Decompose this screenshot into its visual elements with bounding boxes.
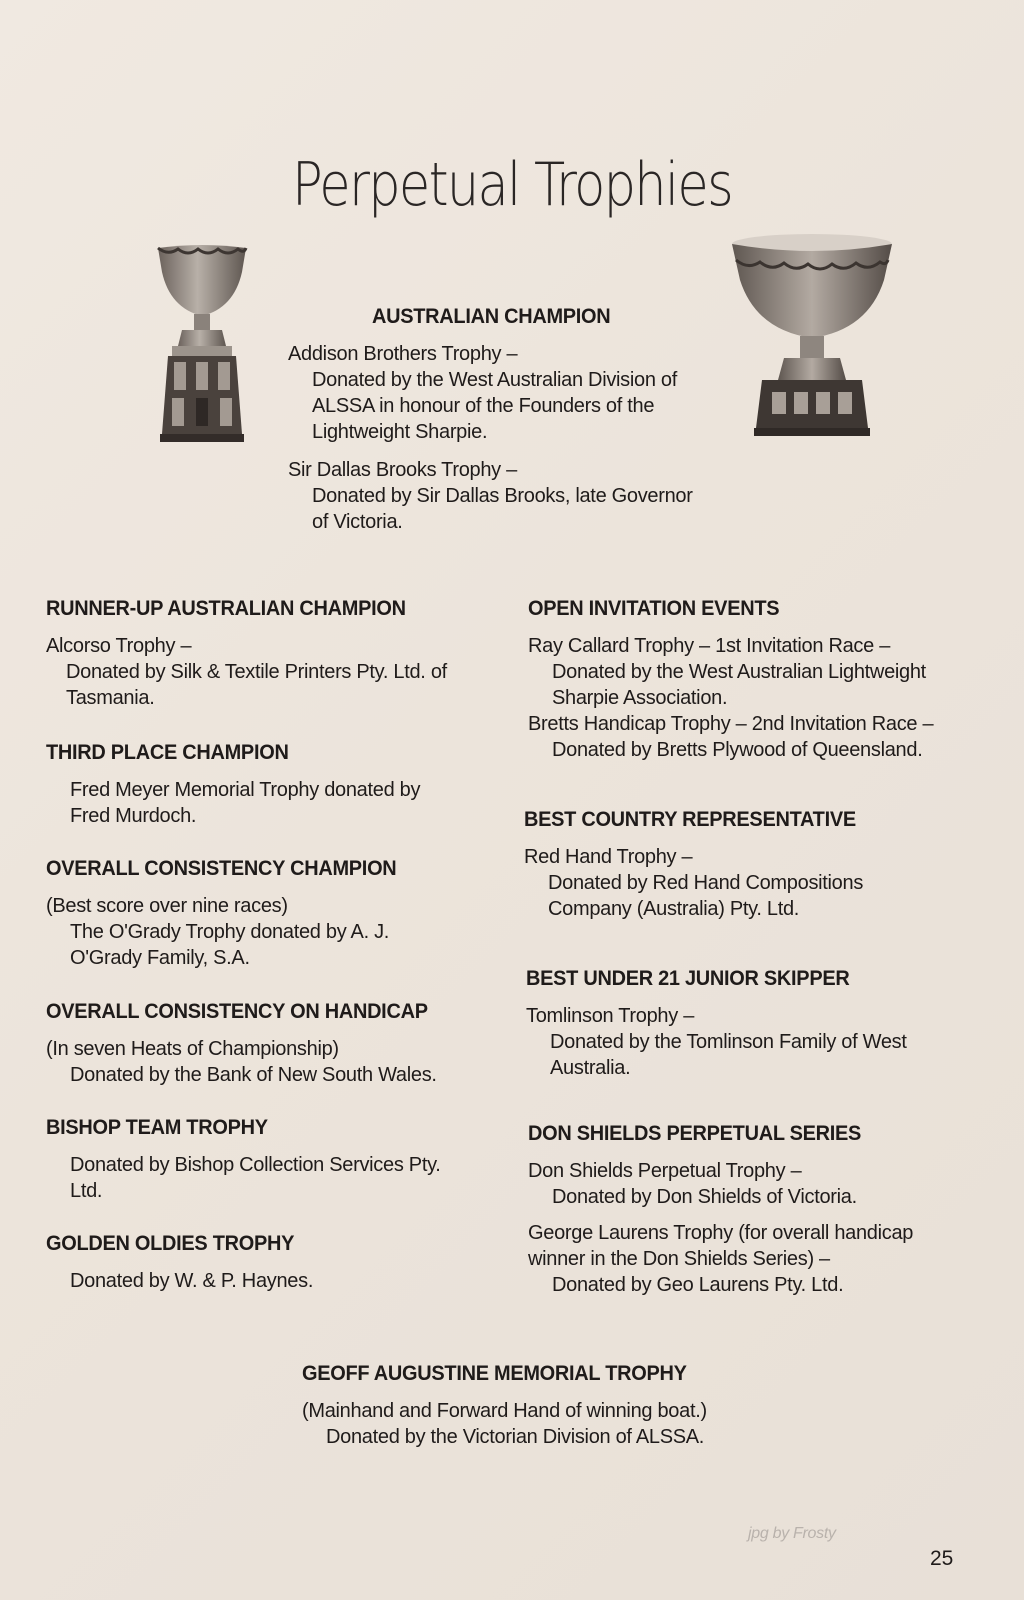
donor-line: Donated by Bretts Plywood of Queensland. (552, 739, 923, 761)
section-heading: BISHOP TEAM TROPHY (46, 1116, 268, 1139)
trophy-name: Bretts Handicap Trophy – 2nd Invitation Race – (528, 713, 934, 735)
don-shields-section (528, 1122, 968, 1298)
donor-line: Australia. (550, 1057, 631, 1079)
trophy-name: George Laurens Trophy (for overall handicap (528, 1222, 914, 1244)
trophy-cup-icon (154, 242, 250, 444)
donor-line: Sharpie Association. (552, 687, 728, 709)
donor-line: of Victoria. (312, 511, 403, 533)
geoff-augustine-section (302, 1362, 782, 1450)
trophy-name: Tomlinson Trophy – (526, 1005, 695, 1027)
donor-line: Donated by Silk & Textile Printers Pty. Ltd. of (66, 661, 447, 683)
donor-line: The O'Grady Trophy donated by A. J. (70, 921, 390, 943)
trophy-name: Alcorso Trophy – (46, 635, 192, 657)
section-heading: GEOFF AUGUSTINE MEMORIAL TROPHY (302, 1362, 687, 1385)
donor-line: Company (Australia) Pty. Ltd. (548, 898, 800, 920)
donor-line: Donated by the West Australian Division of (312, 369, 678, 391)
section-heading: OVERALL CONSISTENCY ON HANDICAP (46, 1000, 428, 1023)
donor-line: Donated by Don Shields of Victoria. (552, 1186, 857, 1208)
overall-consistency-section (46, 857, 486, 971)
section-heading: BEST UNDER 21 JUNIOR SKIPPER (526, 967, 850, 990)
note-line: (Best score over nine races) (46, 895, 288, 917)
donor-line: Donated by the Bank of New South Wales. (70, 1064, 437, 1086)
donor-line: Donated by W. & P. Haynes. (70, 1270, 314, 1292)
section-heading: GOLDEN OLDIES TROPHY (46, 1232, 295, 1255)
section-heading: OPEN INVITATION EVENTS (528, 597, 780, 620)
donor-line: Donated by Red Hand Compositions (548, 872, 864, 894)
trophy-name: Red Hand Trophy – (524, 846, 693, 868)
page-number: 25 (930, 1547, 954, 1570)
donor-line: Lightweight Sharpie. (312, 421, 488, 443)
donor-line: Donated by the West Australian Lightweight (552, 661, 926, 683)
golden-oldies-section (46, 1232, 486, 1294)
overall-handicap-section (46, 1000, 486, 1088)
section-heading: AUSTRALIAN CHAMPION (372, 305, 611, 328)
donor-line: ALSSA in honour of the Founders of the (312, 395, 655, 417)
donor-line: Donated by the Victorian Division of ALSSA. (326, 1426, 705, 1448)
australian-champion-section (288, 305, 728, 535)
donor-line: Fred Murdoch. (70, 805, 197, 827)
trophy-name: Addison Brothers Trophy – (288, 343, 518, 365)
open-invitation-section (528, 597, 968, 763)
donor-line: Fred Meyer Memorial Trophy donated by (70, 779, 421, 801)
donor-line: Donated by Geo Laurens Pty. Ltd. (552, 1274, 844, 1296)
section-heading: RUNNER-UP AUSTRALIAN CHAMPION (46, 597, 406, 620)
trophy-name: Ray Callard Trophy – 1st Invitation Race – (528, 635, 891, 657)
donor-line: O'Grady Family, S.A. (70, 947, 250, 969)
trophy-name: Don Shields Perpetual Trophy – (528, 1160, 802, 1182)
best-under-21-section (526, 967, 966, 1081)
section-heading: BEST COUNTRY REPRESENTATIVE (524, 808, 856, 831)
third-place-section (46, 741, 486, 829)
trophy-name: Sir Dallas Brooks Trophy – (288, 459, 517, 481)
note-line: (Mainhand and Forward Hand of winning boat.) (302, 1400, 707, 1422)
donor-line: Donated by the Tomlinson Family of West (550, 1031, 907, 1053)
section-heading: OVERALL CONSISTENCY CHAMPION (46, 857, 397, 880)
best-country-section (524, 808, 964, 922)
donor-line: Donated by Bishop Collection Services Pty. (70, 1154, 441, 1176)
watermark: jpg by Frosty (748, 1525, 836, 1542)
donor-line: Ltd. (70, 1180, 103, 1202)
section-heading: THIRD PLACE CHAMPION (46, 741, 289, 764)
note-line: (In seven Heats of Championship) (46, 1038, 339, 1060)
trophy-bowl-icon (728, 230, 896, 442)
section-heading: DON SHIELDS PERPETUAL SERIES (528, 1122, 862, 1145)
runner-up-section (46, 597, 486, 711)
bishop-team-section (46, 1116, 486, 1204)
page-title: Perpetual Trophies (292, 150, 732, 220)
donor-line: Donated by Sir Dallas Brooks, late Governor (312, 485, 693, 507)
trophy-name: winner in the Don Shields Series) – (528, 1248, 830, 1270)
donor-line: Tasmania. (66, 687, 155, 709)
